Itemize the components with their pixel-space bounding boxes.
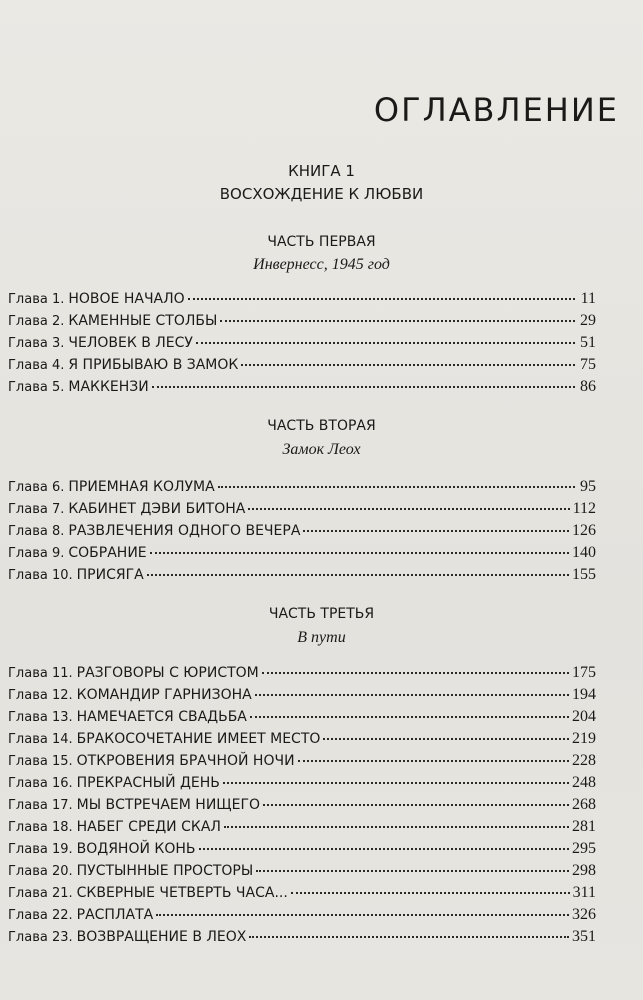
dot-leader [303, 530, 569, 532]
dot-leader [323, 738, 569, 740]
dot-leader [147, 574, 569, 576]
page-number: 51 [580, 334, 596, 351]
chapter-title: ПРИСЯГА [76, 567, 144, 583]
chapter-label: Глава 13. [8, 710, 73, 725]
chapter-label: Глава 10. [8, 568, 73, 583]
chapter-title: БРАКОСОЧЕТАНИЕ ИМЕЕТ МЕСТО [76, 731, 321, 747]
part-1-subtitle: Инвернесс, 1945 год [253, 256, 390, 273]
toc-entry[interactable] [8, 794, 596, 816]
chapter-label: Глава 9. [8, 546, 65, 561]
chapter-label: Глава 7. [8, 502, 65, 517]
part-3-name: ЧАСТЬ ТРЕТЬЯ [268, 606, 375, 622]
dot-leader [262, 672, 569, 674]
chapter-title: ВОЗВРАЩЕНИЕ В ЛЕОХ [76, 929, 247, 945]
page-number: 75 [580, 356, 596, 373]
toc-entry[interactable] [8, 564, 596, 586]
chapter-title: НАБЕГ СРЕДИ СКАЛ [76, 819, 221, 835]
book-number: КНИГА 1 [288, 162, 355, 180]
dot-leader [263, 804, 569, 806]
toc-entry[interactable] [8, 332, 596, 354]
chapter-title: ПУСТЫННЫЕ ПРОСТОРЫ [76, 863, 254, 879]
chapter-label: Глава 2. [8, 314, 65, 329]
page-number: 126 [572, 522, 596, 539]
dot-leader [218, 486, 575, 488]
chapter-title: МЫ ВСТРЕЧАЕМ НИЩЕГО [76, 797, 261, 813]
dot-leader [156, 914, 569, 916]
toc-entry[interactable] [8, 310, 596, 332]
dot-leader [188, 298, 575, 300]
chapter-title: КОМАНДИР ГАРНИЗОНА [76, 687, 252, 703]
dot-leader [241, 364, 575, 366]
dot-leader [196, 342, 575, 344]
part-3-subtitle: В пути [297, 629, 346, 646]
chapter-title: Я ПРИБЫВАЮ В ЗАМОК [68, 357, 239, 373]
page-number: 219 [572, 730, 596, 747]
toc-entry[interactable] [8, 772, 596, 794]
page-number: 95 [580, 478, 596, 495]
chapter-title: ПРЕКРАСНЫЙ ДЕНЬ [76, 775, 220, 791]
chapter-title: ВОДЯНОЙ КОНЬ [76, 841, 196, 857]
toc-entry[interactable] [8, 288, 596, 310]
page-number: 351 [572, 928, 596, 945]
dot-leader [220, 320, 575, 322]
dot-leader [291, 892, 570, 894]
toc-entry[interactable] [8, 520, 596, 542]
chapter-title: РАСПЛАТА [76, 907, 154, 923]
chapter-label: Глава 17. [8, 798, 73, 813]
dot-leader [249, 936, 569, 938]
chapter-title: РАЗВЛЕЧЕНИЯ ОДНОГО ВЕЧЕРА [68, 523, 301, 539]
dot-leader [152, 386, 575, 388]
page-number: 112 [572, 500, 596, 517]
toc-entry[interactable] [8, 926, 596, 948]
chapter-label: Глава 18. [8, 820, 73, 835]
page-title: ОГЛАВЛЕНИЕ [373, 91, 619, 129]
page-number: 155 [572, 566, 596, 583]
toc-entry[interactable] [8, 904, 596, 926]
part-3-chapter-list [8, 662, 596, 948]
chapter-title: ПРИЕМНАЯ КОЛУМА [68, 479, 215, 495]
part-2-chapter-list [8, 476, 596, 586]
page-number: 326 [572, 906, 596, 923]
chapter-label: Глава 11. [8, 666, 73, 681]
dot-leader [298, 760, 569, 762]
chapter-label: Глава 15. [8, 754, 73, 769]
chapter-label: Глава 6. [8, 480, 65, 495]
part-1-name: ЧАСТЬ ПЕРВАЯ [267, 234, 376, 250]
toc-entry[interactable] [8, 476, 596, 498]
toc-entry[interactable] [8, 860, 596, 882]
chapter-label: Глава 16. [8, 776, 73, 791]
dot-leader [250, 716, 569, 718]
part-2-name: ЧАСТЬ ВТОРАЯ [267, 418, 376, 434]
chapter-title: НОВОЕ НАЧАЛО [68, 291, 185, 307]
toc-entry[interactable] [8, 662, 596, 684]
page-number: 11 [580, 290, 596, 307]
dot-leader [255, 694, 569, 696]
chapter-title: ОТКРОВЕНИЯ БРАЧНОЙ НОЧИ [76, 753, 295, 769]
page-number: 311 [572, 884, 596, 901]
page-number: 298 [572, 862, 596, 879]
toc-entry[interactable] [8, 498, 596, 520]
toc-entry[interactable] [8, 542, 596, 564]
chapter-label: Глава 21. [8, 886, 73, 901]
chapter-label: Глава 19. [8, 842, 73, 857]
chapter-label: Глава 12. [8, 688, 73, 703]
chapter-label: Глава 8. [8, 524, 65, 539]
dot-leader [248, 508, 569, 510]
chapter-title: СОБРАНИЕ [68, 545, 147, 561]
chapter-label: Глава 1. [8, 292, 65, 307]
chapter-title: РАЗГОВОРЫ С ЮРИСТОМ [76, 665, 259, 681]
toc-entry[interactable] [8, 684, 596, 706]
toc-entry[interactable] [8, 816, 596, 838]
page-number: 86 [580, 378, 596, 395]
chapter-label: Глава 3. [8, 336, 65, 351]
page-number: 295 [572, 840, 596, 857]
chapter-label: Глава 23. [8, 930, 73, 945]
toc-entry[interactable] [8, 750, 596, 772]
page-number: 140 [572, 544, 596, 561]
page-number: 175 [572, 664, 596, 681]
toc-entry[interactable] [8, 706, 596, 728]
toc-entry[interactable] [8, 882, 596, 904]
chapter-title: СКВЕРНЫЕ ЧЕТВЕРТЬ ЧАСА... [76, 885, 288, 901]
dot-leader [224, 826, 569, 828]
book-title: ВОСХОЖДЕНИЕ К ЛЮБВИ [219, 185, 424, 203]
chapter-label: Глава 14. [8, 732, 73, 747]
page-number: 204 [572, 708, 596, 725]
chapter-label: Глава 22. [8, 908, 73, 923]
page-number: 248 [572, 774, 596, 791]
toc-entry[interactable] [8, 376, 596, 398]
dot-leader [199, 848, 570, 850]
chapter-title: ЧЕЛОВЕК В ЛЕСУ [68, 335, 193, 351]
page-number: 29 [580, 312, 596, 329]
page-number: 194 [572, 686, 596, 703]
chapter-label: Глава 20. [8, 864, 73, 879]
page-number: 281 [572, 818, 596, 835]
part-2-subtitle: Замок Леох [282, 441, 361, 458]
page-number: 268 [572, 796, 596, 813]
dot-leader [256, 870, 569, 872]
dot-leader [223, 782, 569, 784]
toc-entry[interactable] [8, 728, 596, 750]
chapter-label: Глава 4. [8, 358, 65, 373]
toc-entry[interactable] [8, 354, 596, 376]
dot-leader [150, 552, 569, 554]
page-number: 228 [572, 752, 596, 769]
toc-entry[interactable] [8, 838, 596, 860]
part-1-chapter-list [8, 288, 596, 398]
chapter-title: НАМЕЧАЕТСЯ СВАДЬБА [76, 709, 247, 725]
chapter-title: МАККЕНЗИ [68, 379, 149, 395]
chapter-title: КАБИНЕТ ДЭВИ БИТОНА [68, 501, 246, 517]
chapter-title: КАМЕННЫЕ СТОЛБЫ [68, 313, 218, 329]
chapter-label: Глава 5. [8, 380, 65, 395]
